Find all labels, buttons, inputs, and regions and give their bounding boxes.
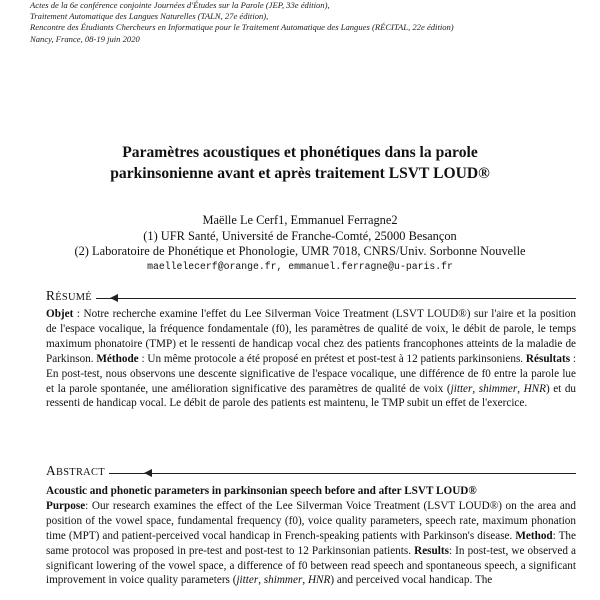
resume-heading xyxy=(46,288,576,308)
abstract-heading-rest: BSTRACT xyxy=(55,467,105,478)
jitter-term: jitter xyxy=(450,382,473,395)
resultats-text: : En post-test, nous observons une descente significative de l'espace vocalique, une différence de f0 entre la parole lue et la parole spontanée, une amélioration significative des paramètres de qualité de voix ( xyxy=(46,352,576,395)
affiliation-1: (1) UFR Santé, Université de Franche-Comté, 25000 Besançon xyxy=(143,228,457,243)
results-text-end: ) and perceived vocal handicap. The xyxy=(330,574,493,587)
author-emails: maellelecerf@orange.fr, emmanuel.ferragne@u-paris.fr xyxy=(147,260,453,272)
separator: , xyxy=(302,574,308,587)
methode-text: : Un même protocole a été proposé en prétest et post-test à 12 patients parkinsoniens. xyxy=(138,352,526,365)
title-line-2: parkinsonienne avant et après traitement LSVT LOUD® xyxy=(110,164,490,182)
objet-label: Objet xyxy=(46,308,74,320)
purpose-text: : Our research examines the effect of the Lee Silverman Voice Treatment (LSVT LOUD®) on the area and position of the vowel space, fundamental frequency (f0), voice quality parameters, speech rate, maximum phonation time (MPT) and patient-perceived vocal handicap in French-speaking patients with Parkinson's disease. xyxy=(46,499,576,542)
header-line: Actes de la 6e conférence conjointe Journées d'Études sur la Parole (JEP, 33e édition), xyxy=(30,0,330,10)
header-line: Traitement Automatique des Langues Naturelles (TALN, 27e édition), xyxy=(30,11,269,22)
section-rule xyxy=(46,473,576,474)
header-line: Nancy, France, 08-19 juin 2020 xyxy=(30,33,140,44)
resume-paragraph xyxy=(46,307,576,411)
method-text: : The same protocol was proposed in pre-test and post-test to 12 Parkinsonian patients. xyxy=(46,529,576,557)
resultats-text-end: ) et du ressenti de handicap vocal. Le débit de parole des patients est maintenu, le TMP subit un effet de l'exercice. xyxy=(46,382,577,410)
purpose-label: Purpose xyxy=(46,499,86,512)
arrow-left-icon xyxy=(110,294,118,302)
method-label: Method xyxy=(515,529,553,542)
abstract-heading-label xyxy=(46,463,109,479)
separator: , xyxy=(517,382,524,395)
shimmer-term: shimmer xyxy=(263,574,303,587)
shimmer-term: shimmer xyxy=(478,382,518,395)
abstract-heading-initial: A xyxy=(46,463,56,478)
author-names: Maëlle Le Cerf1, Emmanuel Ferragne2 xyxy=(202,213,398,227)
hnr-term: HNR xyxy=(307,574,331,587)
header-line: Rencontre des Étudiants Chercheurs en Informatique pour le Traitement Automatique des Langues (RÉCITAL, 22e édition) xyxy=(30,22,454,33)
separator: , xyxy=(472,382,479,395)
section-rule xyxy=(46,298,576,299)
abstract-body xyxy=(46,484,576,588)
hnr-term: HNR xyxy=(523,382,546,395)
title-line-1: Paramètres acoustiques et phonétiques dans la parole xyxy=(122,144,478,161)
abstract-paragraph xyxy=(46,499,576,588)
conference-header xyxy=(30,0,575,45)
methode-label: Méthode xyxy=(96,352,139,365)
resultats-label: Résultats xyxy=(525,352,571,365)
affiliation-2: (2) Laboratoire de Phonétique et Phonologie, UMR 7018, CNRS/Univ. Sorbonne Nouvelle xyxy=(74,244,526,259)
arrow-left-icon xyxy=(144,469,152,477)
resume-heading-rest: ÉSUMÉ xyxy=(55,292,92,303)
jitter-term: jitter xyxy=(236,574,259,587)
paper-title xyxy=(30,143,570,184)
results-label: Results xyxy=(414,544,449,557)
abstract-heading xyxy=(46,463,576,483)
resume-body xyxy=(46,307,576,411)
separator: , xyxy=(258,574,264,587)
results-text: : In post-test, we observed a significant lowering of the vowel space, a difference of f0 between read speech and spontaneous speech, a significant improvement in voice quality parameters ( xyxy=(46,544,576,587)
resume-heading-label xyxy=(46,288,96,304)
objet-text: : Notre recherche examine l'effet du Lee Silverman Voice Treatment (LSVT LOUD®) sur l'aire et la position de l'espace vocalique, la fréquence fondamentale (f0), les paramètres de qualité de voix, le débit de parole, le temps maximum phonatoire (TMP) et le ressenti de handicap vocal chez des patients francophones atteints de la maladie de Parkinson. xyxy=(46,308,576,365)
resume-heading-initial: R xyxy=(46,288,56,303)
english-title: Acoustic and phonetic parameters in parkinsonian speech before and after LSVT LOUD® xyxy=(46,485,477,497)
author-block xyxy=(30,213,570,273)
